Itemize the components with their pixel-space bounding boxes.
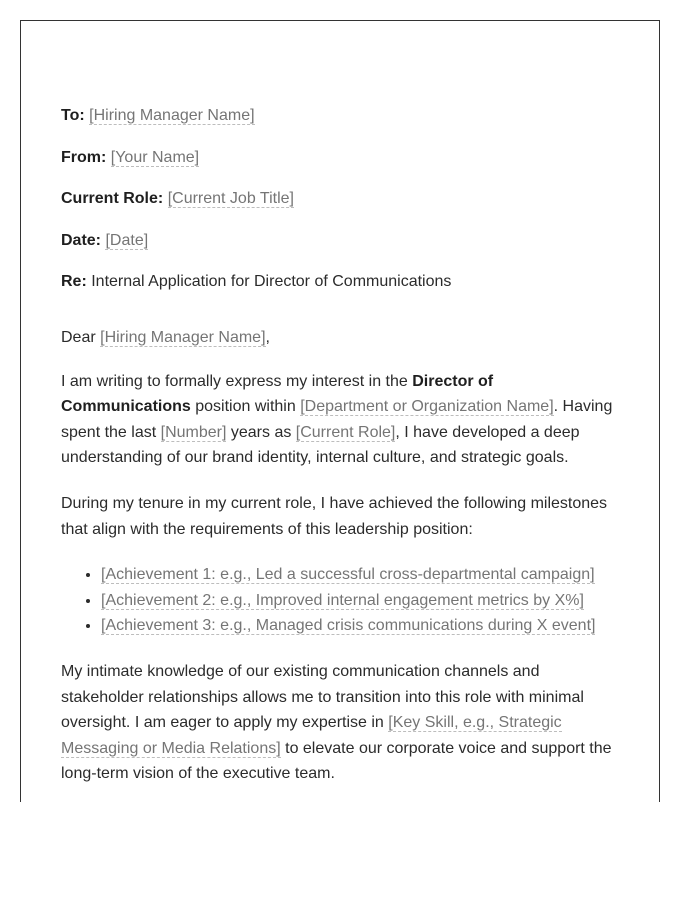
position-title: Director of Communications: [61, 372, 494, 416]
date-placeholder[interactable]: [Date]: [105, 231, 149, 249]
closing-text-1: My intimate knowledge of our existing communication channels and stakeholder relationships allows me to transition into this role with minimal oversight. I am eager to apply my expertise in: [61, 662, 584, 732]
department-placeholder[interactable]: [Department or Organization Name]: [300, 398, 554, 416]
to-line: [61, 103, 621, 129]
intro-text-3: . Having spent the last: [61, 398, 613, 441]
salutation: [61, 325, 621, 351]
list-item: [101, 588, 621, 614]
re-line: [61, 269, 621, 295]
key-skill-placeholder[interactable]: [Key Skill, e.g., Strategic Messaging or Media Relations]: [61, 714, 562, 757]
re-label: Re:: [61, 273, 87, 291]
re-subject: Internal Application for Director of Communications: [91, 273, 452, 291]
date-line: [61, 228, 621, 254]
to-placeholder[interactable]: [Hiring Manager Name]: [89, 107, 255, 124]
intro-text-2: position within: [190, 398, 301, 416]
current-role-label: Current Role:: [61, 190, 164, 208]
paragraph-closing: [61, 659, 621, 787]
intro-text-4: years as: [226, 423, 296, 441]
salutation-name-placeholder[interactable]: [Hiring Manager Name]: [100, 328, 266, 346]
current-role-line: [61, 186, 621, 212]
intro-text-5: , I have developed a deep understanding of our brand identity, internal culture, and strategic goals.: [61, 423, 580, 467]
from-placeholder[interactable]: [Your Name]: [110, 148, 200, 166]
list-item: [101, 562, 621, 588]
closing-text-2: to elevate our corporate voice and support the long-term vision of the executive team.: [61, 739, 612, 783]
letter-content: [61, 103, 621, 802]
paragraph-intro: [61, 369, 621, 471]
salutation-suffix: ,: [265, 328, 270, 346]
paragraph-milestones: During my tenure in my current role, I have achieved the following milestones that align with the requirements of this leadership position:: [61, 494, 608, 538]
from-line: [61, 145, 621, 171]
achievement-3-placeholder[interactable]: [Achievement 3: e.g., Managed crisis communications during X event]: [101, 617, 596, 635]
current-role-placeholder[interactable]: [Current Job Title]: [167, 190, 294, 208]
achievement-1-placeholder[interactable]: [Achievement 1: e.g., Led a successful cross-departmental campaign]: [101, 566, 595, 584]
achievement-2-placeholder[interactable]: [Achievement 2: e.g., Improved internal engagement metrics by X%]: [101, 591, 584, 609]
to-label: To:: [61, 107, 85, 124]
current-role-placeholder-inline[interactable]: [Current Role]: [295, 423, 396, 441]
years-placeholder[interactable]: [Number]: [160, 423, 227, 441]
salutation-prefix: Dear: [61, 328, 101, 346]
achievement-list: [61, 562, 621, 639]
date-label: Date:: [61, 231, 102, 249]
intro-text-1: I am writing to formally express my interest in the: [61, 372, 413, 390]
letter-page: [20, 20, 660, 802]
from-label: From:: [61, 148, 107, 166]
list-item: [101, 613, 621, 639]
